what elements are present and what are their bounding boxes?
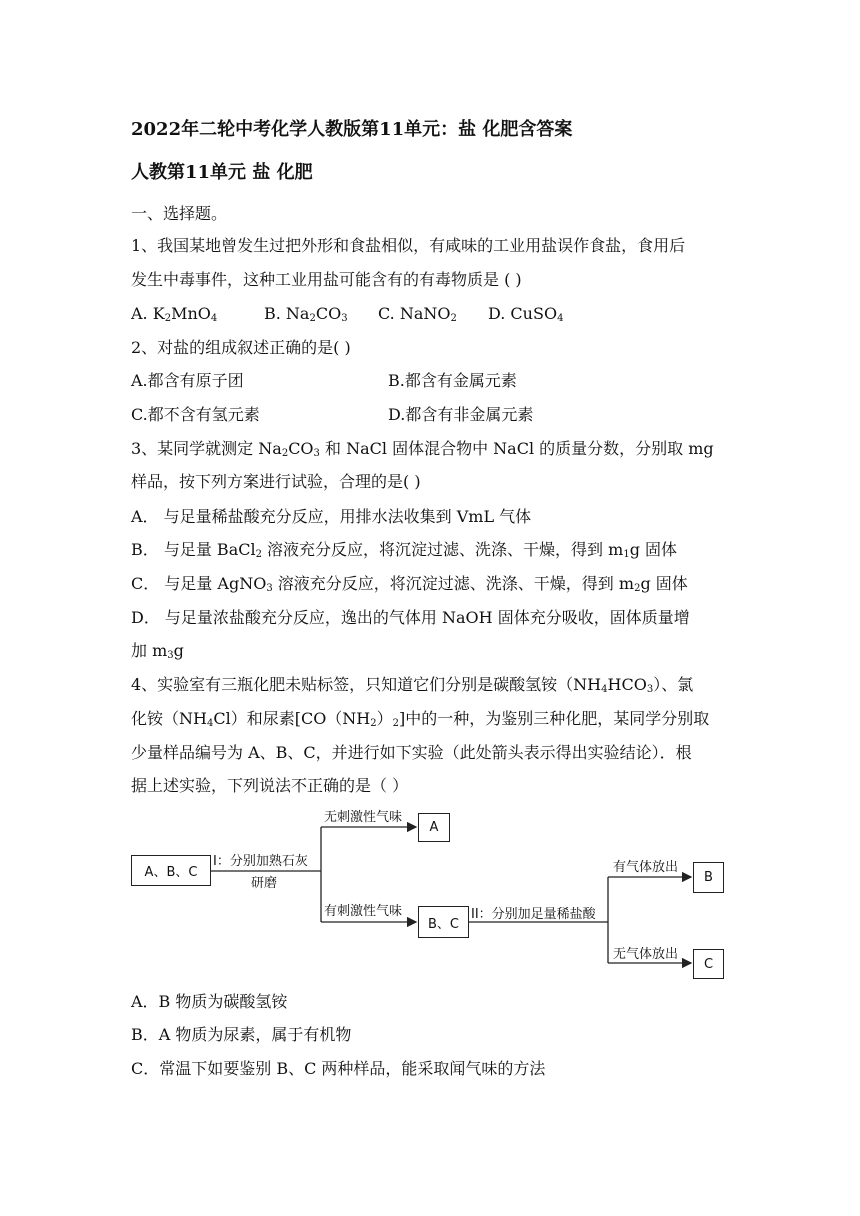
question-2-option-a: A.都含有原子团 <box>131 371 244 390</box>
result-box-bc: B、C <box>418 906 469 938</box>
question-3-option-a: A． 与足量稀盐酸充分反应，用排水法收集到 VmL 气体 <box>131 507 532 526</box>
question-3-option-b: B． 与足量 BaCl$_2$ 溶液充分反应，将沉淀过滤、洗涤、干燥，得到 $m_1g$ 固体 <box>131 540 678 560</box>
step1-label-line-2: 研磨 <box>251 876 278 891</box>
question-2-stem: 2、对盐的组成叙述正确的是( ) <box>131 338 351 357</box>
question-4-option-b: B．A 物质为尿素，属于有机物 <box>131 1025 352 1044</box>
question-1-option-a: A. $K_2MnO_4$ <box>131 304 218 324</box>
question-2-option-c: C.都不含有氢元素 <box>131 405 260 424</box>
document-title: 2022年二轮中考化学人教版第11单元：盐 化肥含答案 <box>131 119 573 140</box>
result-box-b: B <box>693 862 724 893</box>
question-4-option-c: C．常温下如要鉴别 B、C 两种样品，能采取闻气味的方法 <box>131 1059 546 1078</box>
gas-released-label: 有气体放出 <box>613 860 679 875</box>
question-3-line-2: 样品，按下列方案进行试验，合理的是( ) <box>131 472 421 491</box>
irritating-odor-label: 有刺激性气味 <box>324 904 403 919</box>
no-gas-label: 无气体放出 <box>613 947 679 962</box>
experiment-flow-diagram <box>131 800 731 990</box>
question-3-option-c: C． 与足量 AgNO$_3$ 溶液充分反应，将沉淀过滤、洗涤、干燥，得到 $m_2g$ 固体 <box>131 574 688 594</box>
result-box-c: C <box>693 949 724 979</box>
question-1-line-1: 1、我国某地曾发生过把外形和食盐相似，有咸味的工业用盐误作食盐，食用后 <box>131 236 686 255</box>
question-3-option-d-line-1: D． 与足量浓盐酸充分反应，逸出的气体用 NaOH 固体充分吸收，固体质量增 <box>131 608 690 627</box>
section-heading: 一、选择题。 <box>131 204 228 223</box>
question-4-line-4: 据上述实验，下列说法不正确的是（ ） <box>131 776 409 795</box>
step2-label: II：分别加足量稀盐酸 <box>471 907 596 922</box>
question-1-option-b: B. $Na_2CO_3$ <box>264 304 348 324</box>
question-1-option-d: D. CuSO$_4$ <box>488 304 564 324</box>
question-2-option-d: D.都含有非金属元素 <box>388 405 534 424</box>
unit-title: 人教第11单元 盐 化肥 <box>131 162 313 183</box>
question-3-line-1: 3、某同学就测定 $Na_2CO_3$ 和 NaCl 固体混合物中 NaCl 的质量分数，分别取 mg <box>131 439 714 459</box>
question-4-line-1: 4、实验室有三瓶化肥未贴标签，只知道它们分别是碳酸氢铵$(NH_4HCO_3)$、氯 <box>131 675 694 695</box>
question-2-option-b: B.都含有金属元素 <box>388 371 517 390</box>
question-1-line-2: 发生中毒事件，这种工业用盐可能含有的有毒物质是 ( ) <box>131 270 522 289</box>
result-box-a: A <box>418 813 450 842</box>
step1-label: I：分别加熟石灰 <box>213 854 308 869</box>
question-4-line-3: 少量样品编号为 A、B、C，并进行如下实验（此处箭头表示得出实验结论）．根 <box>131 743 692 762</box>
question-4-line-2: 化铵$(NH_4Cl)$和尿素$[CO(NH_2)_2]$中的一种，为鉴别三种化肥，某同学分别取 <box>131 709 710 729</box>
question-4-option-a: A．B 物质为碳酸氢铵 <box>131 992 288 1011</box>
question-1-option-c: C. NaNO$_2$ <box>378 304 457 324</box>
start-samples-box: A、B、C <box>131 855 211 886</box>
no-irritating-odor-label: 无刺激性气味 <box>324 810 403 825</box>
question-3-option-d-line-2: 加 $m_3g$ <box>131 641 184 661</box>
